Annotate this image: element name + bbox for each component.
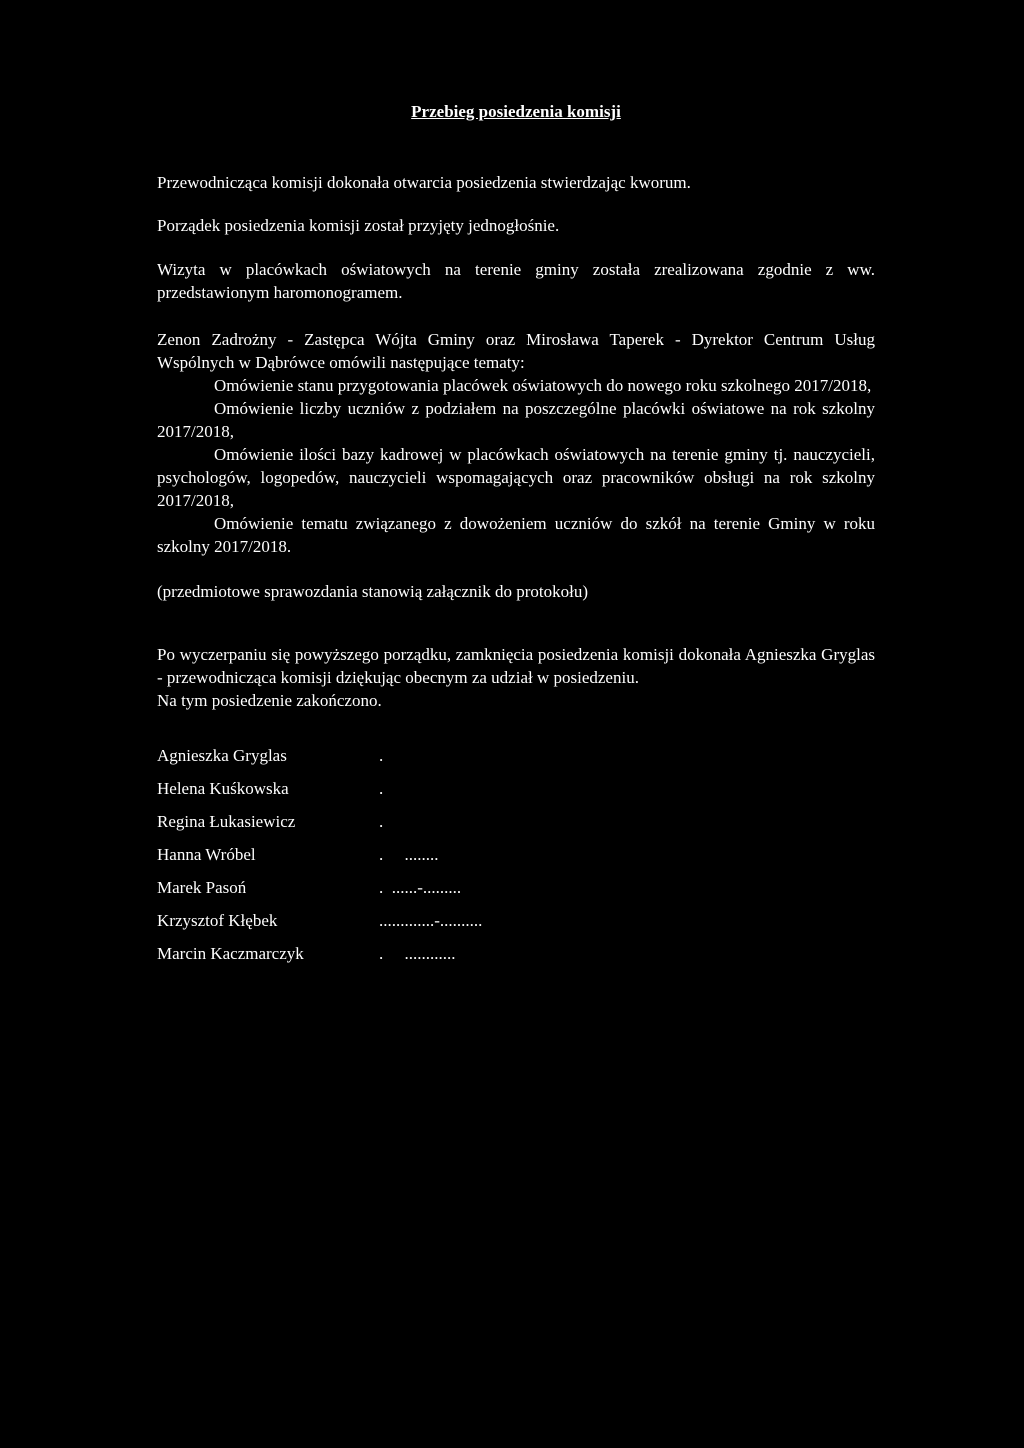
signature-name: Regina Łukasiewicz (157, 812, 296, 831)
signature-name: Hanna Wróbel (157, 845, 256, 864)
signature-line: . ........ (379, 845, 439, 864)
list-item: Omówienie stanu przygotowania placówek oświatowych do nowego roku szkolnego 2017/2018, (214, 376, 872, 395)
signature-name: Agnieszka Gryglas (157, 746, 287, 765)
signature-row (157, 777, 875, 810)
list-item: Omówienie liczby uczniów z podziałem na poszczególne placówki oświatowe na rok szkolny 2017/2018, (157, 399, 875, 441)
signature-line: .............-.......... (379, 911, 483, 930)
paragraph-closing: Po wyczerpaniu się powyższego porządku, zamknięcia posiedzenia komisji dokonała Agnieszka Gryglas - przewodnicząca komisji dziękując obecnym za udział w posiedzeniu. (157, 645, 875, 687)
document-page (157, 100, 875, 975)
paragraph-attachment-note: (przedmiotowe sprawozdania stanowią załącznik do protokołu) (157, 582, 588, 601)
paragraph-agenda: Porządek posiedzenia komisji został przyjęty jednogłośnie. (157, 216, 560, 235)
signature-list (157, 744, 875, 975)
signature-row (157, 909, 875, 942)
signature-name: Helena Kuśkowska (157, 779, 289, 798)
paragraph-opening: Przewodnicząca komisji dokonała otwarcia posiedzenia stwierdzając kworum. (157, 173, 691, 192)
signature-row (157, 744, 875, 777)
signature-line: . (379, 812, 384, 831)
signature-line: . (379, 779, 384, 798)
page-title: Przebieg posiedzenia komisji (411, 102, 621, 121)
signature-row (157, 810, 875, 843)
list-item: Omówienie ilości bazy kadrowej w placówkach oświatowych na terenie gminy tj. nauczycieli, psychologów, logopedów, nauczycieli wspomagających oraz pracowników obsługi na rok szkolny 2017/2018, (157, 445, 875, 510)
signature-line: . (379, 746, 384, 765)
signature-name: Marek Pasoń (157, 878, 247, 897)
signature-row (157, 843, 875, 876)
paragraph-speakers: Zenon Zadrożny - Zastępca Wójta Gminy oraz Mirosława Taperek - Dyrektor Centrum Usług Wspólnych w Dąbrówce omówili następujące tematy: (157, 330, 875, 372)
signature-name: Marcin Kaczmarczyk (157, 944, 304, 963)
signature-row (157, 876, 875, 909)
signature-line: . ......-......... (379, 878, 462, 897)
paragraph-end: Na tym posiedzenie zakończono. (157, 691, 382, 710)
signature-line: . ............ (379, 944, 456, 963)
list-item: Omówienie tematu związanego z dowożeniem uczniów do szkół na terenie Gminy w roku szkolny 2017/2018. (157, 514, 875, 556)
paragraph-visit: Wizyta w placówkach oświatowych na terenie gminy została zrealizowana zgodnie z ww. przedstawionym haromonogramem. (157, 260, 875, 302)
signature-row (157, 942, 875, 975)
signature-name: Krzysztof Kłębek (157, 911, 278, 930)
